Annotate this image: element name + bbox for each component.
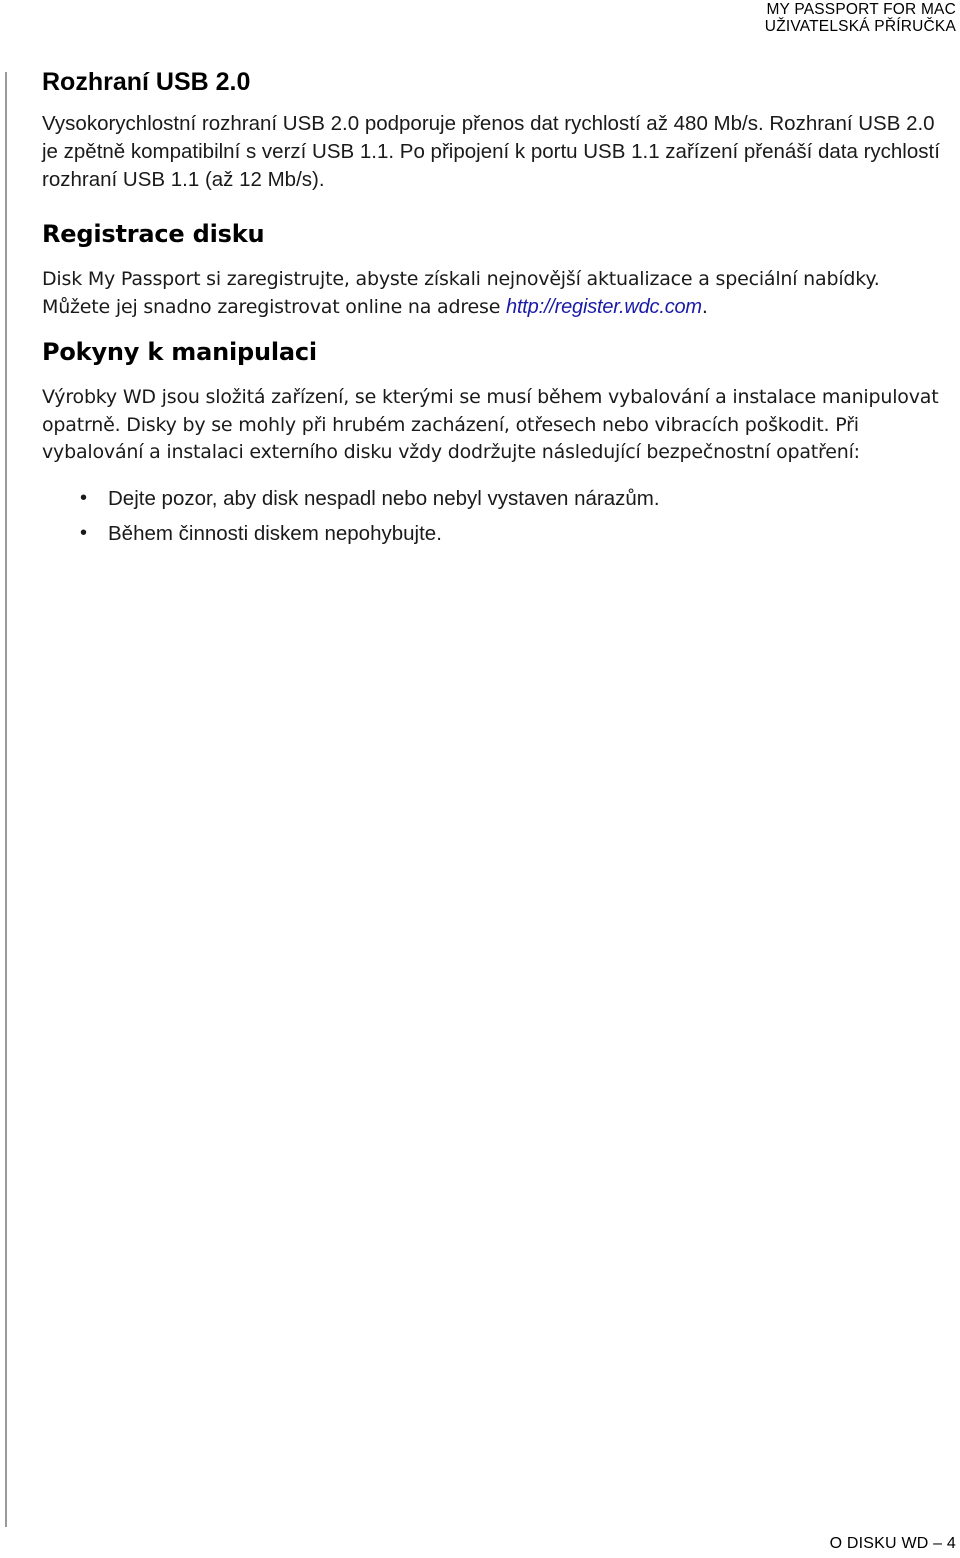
list-item-text: Dejte pozor, aby disk nespadl nebo nebyl vystaven nárazům. (108, 486, 660, 510)
header-product: MY PASSPORT FOR MAC (766, 1, 956, 18)
page-content (42, 66, 952, 551)
bullet-icon: • (80, 521, 88, 544)
running-header (765, 1, 956, 35)
section-title-handling: Pokyny k manipulaci (42, 338, 317, 366)
bullet-icon: • (80, 486, 88, 509)
registration-text: Disk My Passport si zaregistrujte, abyste získali nejnovější aktualizace a speciální nabídky. Můžete jej snadno zaregistrovat online na adrese (42, 268, 880, 318)
section-registration (42, 217, 952, 321)
page-footer: O DISKU WD – 4 (829, 1535, 956, 1552)
list-item (42, 516, 952, 551)
list-item (42, 481, 952, 516)
section-title-registration: Registrace disku (42, 220, 265, 248)
list-item-text: Během činnosti diskem nepohybujte. (108, 521, 442, 545)
registration-text-end: . (701, 295, 708, 318)
section-handling (42, 335, 952, 551)
section-text-handling: Výrobky WD jsou složitá zařízení, se kterými se musí během vybalování a instalace manipulovat opatrně. Disky by se mohly při hrubém zacházení, otřesech nebo vibracích poškodit. Při vybalování a instalaci externího disku vždy dodržujte následující bezpečnostní opatření: (42, 386, 939, 463)
section-title-usb: Rozhraní USB 2.0 (42, 68, 251, 96)
header-manual: UŽIVATELSKÁ PŘÍRUČKA (764, 18, 956, 35)
register-link[interactable]: http://register.wdc.com (506, 295, 702, 318)
margin-rule (5, 72, 7, 1527)
handling-bullet-list (42, 481, 952, 551)
section-text-usb: Vysokorychlostní rozhraní USB 2.0 podporuje přenos dat rychlostí až 480 Mb/s. Rozhraní USB 2.0 je zpětně kompatibilní s verzí USB 1.1. Po připojení k portu USB 1.1 zařízení přenáší data rychlostí rozhraní USB 1.1 (až 12 Mb/s). (42, 112, 940, 191)
section-text-registration (42, 266, 952, 321)
section-usb (42, 66, 952, 194)
